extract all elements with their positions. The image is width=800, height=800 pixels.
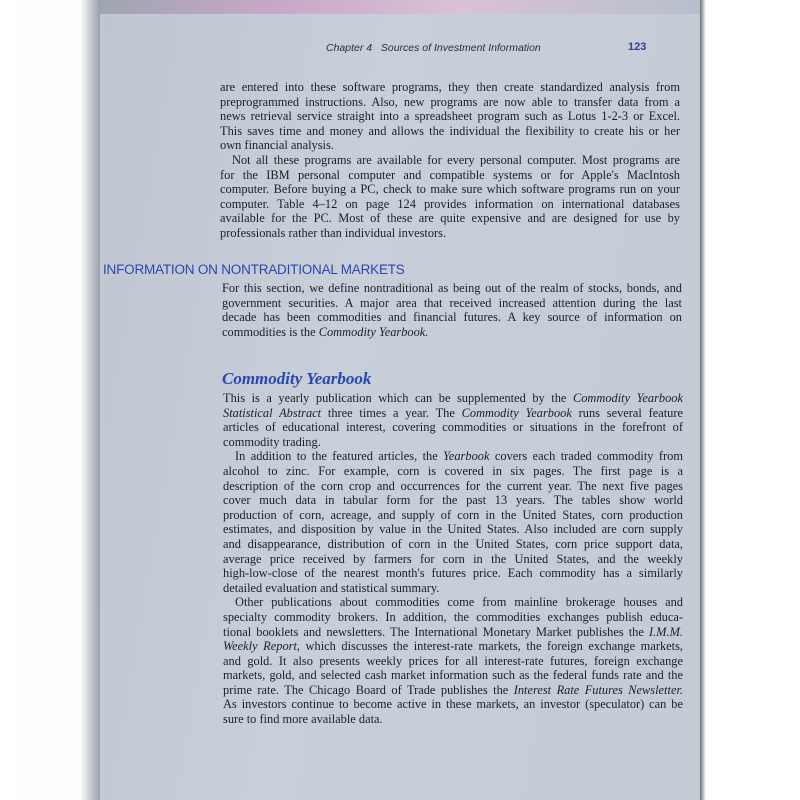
text-segment: alcohol to zinc. For example, corn is covered in six pages. The first page is a <box>223 463 683 478</box>
section-heading: INFORMATION ON NONTRADITIONAL MARKETS <box>103 262 405 277</box>
text-segment: professionals rather than individual investors. <box>220 225 447 240</box>
text-segment: For this section, we define nontraditional as being out of the realm of stocks, bonds, and <box>222 281 682 295</box>
text-segment: commodity trading. <box>223 434 321 449</box>
text-segment: As investors continue to become active in these markets, an investor (speculator) can be <box>223 697 683 712</box>
book-left-edge <box>0 0 100 800</box>
text-segment: prime rate. The Chicago Board of Trade publishes the <box>223 682 514 697</box>
text-line <box>220 211 680 226</box>
text-segment: runs several feature <box>571 405 683 420</box>
italic-text: Commodity Yearbook. <box>318 324 429 339</box>
paragraph-block-commodity-yearbook <box>223 391 683 727</box>
text-line <box>222 296 682 311</box>
subheading: Commodity Yearbook <box>222 369 372 388</box>
text-segment: computer. Before buying a PC, check to make sure which software programs run on your <box>220 182 680 197</box>
text-segment: estimates, and disposition by value in the United States. Also included are corn supply <box>223 522 683 537</box>
text-segment: sure to find more available data. <box>223 712 383 727</box>
text-segment: government securities. A major area that received increased attention during the last <box>222 295 682 310</box>
text-line <box>223 464 683 479</box>
text-segment: markets, gold, and selected cash market information such as the federal funds rate and the <box>223 668 683 683</box>
text-segment: description of the corn crop and occurrences for the current year. The next five pages <box>223 478 683 493</box>
text-line <box>223 552 683 567</box>
text-segment: average price received by farmers for corn in the United States, and the weekly <box>223 551 683 566</box>
text-line <box>223 566 683 581</box>
book-right-edge <box>700 0 800 800</box>
italic-text: I.M.M. <box>648 624 683 639</box>
text-segment: are entered into these software programs, they then create standardized analysis from <box>220 80 680 94</box>
text-line <box>220 124 680 139</box>
paragraph-block-software <box>220 80 680 241</box>
text-line <box>223 610 683 625</box>
text-line <box>222 310 682 325</box>
italic-text: Statistical Abstract <box>223 405 322 420</box>
text-segment: for the IBM personal computer and compatible systems or for Apple's MacIntosh <box>220 167 680 182</box>
text-segment: This is a yearly publication which can be supplemented by the <box>223 391 573 405</box>
text-line <box>220 168 680 183</box>
text-line <box>223 595 683 610</box>
text-segment: production of corn, acreage, and supply of corn in the United States, corn production <box>223 507 683 522</box>
text-line <box>223 712 683 727</box>
text-segment: cover much data in tabular form for the past 13 years. The tables show world <box>223 493 683 508</box>
italic-text: Weekly Report, <box>223 639 300 654</box>
italic-text: Yearbook <box>443 449 490 464</box>
text-segment: covers each traded commodity from <box>489 449 683 464</box>
text-line <box>223 537 683 552</box>
italic-text: Commodity Yearbook <box>461 405 572 420</box>
text-line <box>223 625 683 640</box>
italic-text: Commodity Yearbook <box>572 391 683 405</box>
text-segment: articles of educational interest, covering commodities or situations in the forefront of <box>223 420 683 435</box>
paragraph-block-nontraditional <box>222 281 682 339</box>
text-segment: This saves time and money and allows the individual the flexibility to create his or her <box>220 123 680 138</box>
text-line <box>220 197 680 212</box>
page-number: 123 <box>628 41 647 53</box>
text-line <box>223 522 683 537</box>
text-segment: decade has been commodities and financial futures. A key source of information on <box>222 310 682 325</box>
text-line <box>220 138 680 153</box>
text-segment: which discusses the interest-rate markets, the foreign exchange markets, <box>300 639 683 654</box>
text-line <box>222 281 682 296</box>
text-segment: three times a year. The <box>321 405 462 420</box>
text-line <box>223 435 683 450</box>
text-segment: own financial analysis. <box>220 138 334 153</box>
text-segment: available for the PC. Most of these are quite expensive and are designed for use by <box>220 211 680 226</box>
text-line <box>223 697 683 712</box>
text-segment: Other publications about commodities come from mainline brokerage houses and <box>235 595 683 610</box>
text-segment: specialty commodity brokers. In addition, the commodities exchanges publish educa- <box>223 609 683 624</box>
italic-text: Interest Rate Futures Newsletter. <box>513 682 683 697</box>
text-line <box>223 406 683 421</box>
running-header: Chapter 4 Sources of Investment Information <box>326 42 541 54</box>
text-line <box>223 420 683 435</box>
text-segment: Not all these programs are available for every personal computer. Most programs are <box>232 152 680 167</box>
text-line <box>223 654 683 669</box>
text-line <box>220 109 680 124</box>
text-line <box>223 683 683 698</box>
top-strip <box>100 0 700 14</box>
text-segment: commodities is the <box>222 324 319 339</box>
text-segment: detailed evaluation and statistical summary. <box>223 580 440 595</box>
text-segment: and disappearance, distribution of corn in the United States, corn price support data, <box>223 536 683 551</box>
text-segment: computer. Table 4–12 on page 124 provides information on international databases <box>220 196 680 211</box>
text-segment: news retrieval service straight into a spreadsheet program such as Lotus 1-2-3 or Excel. <box>220 109 680 124</box>
text-line <box>223 639 683 654</box>
text-line <box>223 581 683 596</box>
text-segment: In addition to the featured articles, the <box>235 449 444 464</box>
text-line <box>223 508 683 523</box>
text-line <box>220 153 680 168</box>
text-segment: preprogrammed instructions. Also, new programs are now able to transfer data from a <box>220 94 680 109</box>
text-line <box>223 668 683 683</box>
text-line <box>220 226 680 241</box>
text-line <box>223 479 683 494</box>
text-segment: high-low-close of the nearest month's futures price. Each commodity has a similarly <box>223 566 683 581</box>
text-line <box>220 95 680 110</box>
text-line <box>222 325 682 340</box>
text-line <box>223 493 683 508</box>
text-line <box>223 391 683 406</box>
text-line <box>220 80 680 95</box>
text-segment: tional booklets and newsletters. The International Monetary Market publishes the <box>223 624 649 639</box>
text-segment: and gold. It also presents weekly prices for all interest-rate futures, foreign exchange <box>223 653 683 668</box>
text-line <box>223 449 683 464</box>
text-line <box>220 182 680 197</box>
